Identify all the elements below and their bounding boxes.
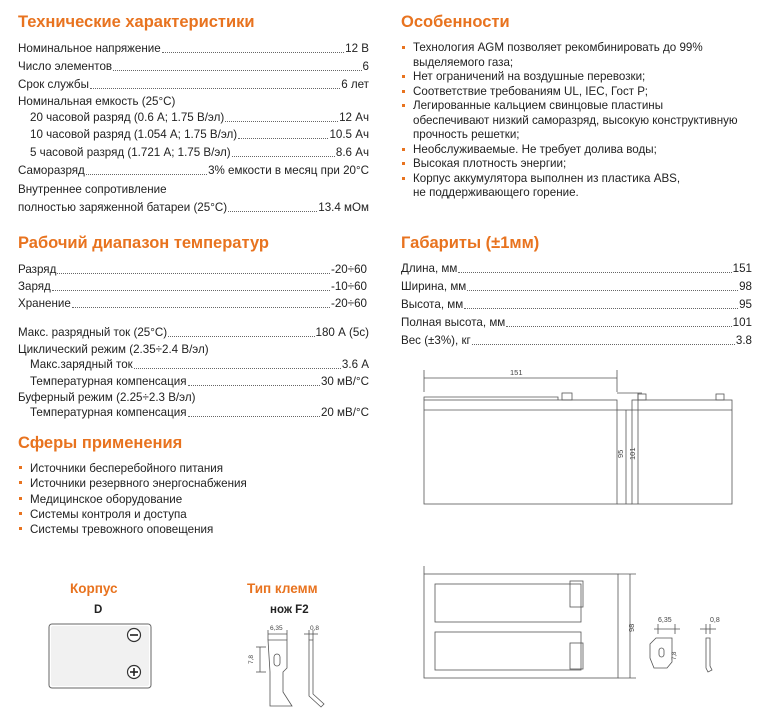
list-item: Необслуживаемые. Не требует долива воды; [401,143,738,158]
spec-row: Саморазряд 3% емкости в месяц при 20°C [18,164,369,177]
terminal-value: нож F2 [270,604,309,616]
dimension-row: Высота, мм 95 [401,298,752,311]
dimensions-title: Габариты (±1мм) [401,234,540,252]
spec-row: 10 часовой разряд (1.054 А; 1.75 В/эл) 10.5 Ач [30,128,369,141]
length-label: 151 [510,368,523,377]
terminal-title: Тип клемм [247,581,318,596]
list-item: Нет ограничений на воздушные перевозки; [401,70,738,85]
spec-row: Срок службы 6 лет [18,78,369,91]
case-top-view-diagram [48,618,154,690]
dimension-row: Полная высота, мм 101 [401,316,752,329]
charge-row-heading: Циклический режим (2.35÷2.4 В/эл) [18,343,209,356]
specs-title: Технические характеристики [18,13,255,31]
dimension-row: Ширина, мм 98 [401,280,752,293]
spec-row: полностью заряженной батареи (25°C) 13.4 мОм [18,201,369,214]
features-title: Особенности [401,13,510,31]
list-item: Системы тревожного оповещения [18,522,247,537]
charge-row: Температурная компенсация 30 мВ/°C [30,375,369,388]
list-item: Источники бесперебойного питания [18,461,247,476]
temperature-title: Рабочий диапазон температур [18,234,270,252]
plus-terminal-icon [128,666,141,679]
list-item: Технология AGM позволяет рекомбинировать до 99% выделяемого газа; [401,41,738,70]
terminal-width-label-2: 6,35 [658,617,672,624]
charge-row: Макс.зарядный ток 3.6 А [30,358,369,371]
list-item: Легированные кальцием свинцовые пластины обеспечивают низкий саморазряд, высокую конструктивную прочность решетки; [401,99,738,143]
spec-row-heading: Номинальная емкость (25°C) [18,95,176,108]
list-item: Высокая плотность энергии; [401,157,738,172]
full-height-label: 101 [628,447,637,460]
height-label: 95 [616,449,625,458]
list-item: Медицинское оборудование [18,492,247,507]
spec-row: 5 часовой разряд (1.721 А; 1.75 В/эл) 8.6 Ач [30,146,369,159]
terminal-height-label: 7,8 [248,654,255,664]
charge-row: Макс. разрядный ток (25°C) 180 А (5с) [18,326,369,339]
minus-terminal-icon [128,629,141,642]
temp-row: Разряд -20÷60 [18,263,367,276]
list-item: Системы контроля и доступа [18,507,247,522]
spec-row-heading: Внутреннее сопротивление [18,183,167,196]
terminal-thickness-label-2: 0,8 [710,617,720,624]
list-item: Соответствие требованиям UL, IEC, Гост Р; [401,85,738,100]
charge-row-heading: Буферный режим (2.25÷2.3 В/эл) [18,391,196,404]
applications-title: Сферы применения [18,434,183,452]
spec-row: Номинальное напряжение 12 В [18,42,369,55]
battery-top-view-diagram [410,560,766,720]
dimension-row: Длина, мм 151 [401,262,752,275]
terminal-drawing [240,622,340,712]
charge-row: Температурная компенсация 20 мВ/°C [30,406,369,419]
terminal-width-label: 6,35 [270,625,283,632]
list-item: Корпус аккумулятора выполнен из пластика ABS, не поддерживающего горение. [401,172,738,201]
applications-list [18,461,247,537]
case-title: Корпус [70,581,118,596]
case-value: D [94,604,103,616]
features-list [401,41,738,201]
dimension-row: Вес (±3%), кг 3.8 [401,334,752,347]
terminal-height-label-2: 7,8 [672,651,678,660]
spec-row: 20 часовой разряд (0.6 А; 1.75 В/эл) 12 Ач [30,111,369,124]
terminal-thickness-label: 0,8 [310,625,320,632]
list-item: Источники резервного энергоснабжения [18,476,247,491]
temp-row: Заряд -10÷60 [18,280,367,293]
width-label: 98 [627,623,636,632]
battery-end-view-diagram [628,385,738,510]
temp-row: Хранение -20÷60 [18,297,367,310]
spec-row: Число элементов 6 [18,60,369,73]
